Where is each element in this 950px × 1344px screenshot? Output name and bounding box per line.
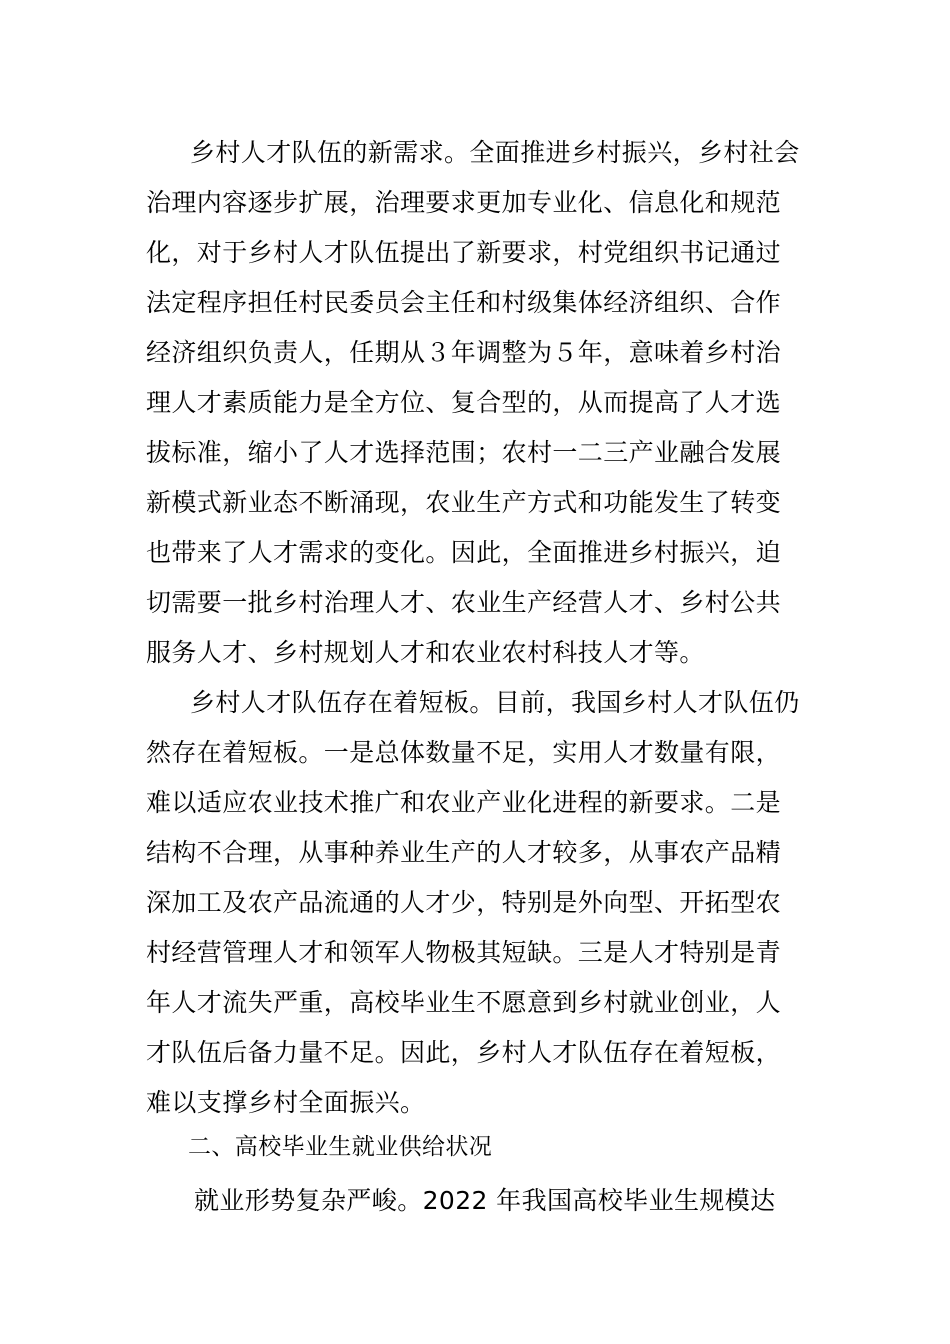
paragraph-line: 新模式新业态不断涌现，农业生产方式和功能发生了转变 — [146, 488, 782, 517]
paragraph-line: 才队伍后备力量不足。因此，乡村人才队伍存在着短板， — [146, 1038, 782, 1067]
paragraph-line: 乡村人才队伍的新需求。全面推进乡村振兴，乡村社会 — [190, 138, 800, 167]
paragraph-line: 乡村人才队伍存在着短板。目前，我国乡村人才队伍仍 — [190, 688, 800, 717]
paragraph-line: 法定程序担任村民委员会主任和村级集体经济组织、合作 — [146, 288, 782, 317]
paragraph-line: 理人才素质能力是全方位、复合型的，从而提高了人才选 — [146, 388, 782, 417]
section-heading: 二、高校毕业生就业供给状况 — [188, 1134, 493, 1160]
paragraph-line: 村经营管理人才和领军人物极其短缺。三是人才特别是青 — [146, 938, 782, 967]
paragraph-line: 化，对于乡村人才队伍提出了新要求，村党组织书记通过 — [146, 238, 782, 267]
paragraph-line: 结构不合理，从事种养业生产的人才较多，从事农产品精 — [146, 838, 782, 867]
paragraph-line: 治理内容逐步扩展，治理要求更加专业化、信息化和规范 — [146, 188, 782, 217]
paragraph-line: 也带来了人才需求的变化。因此，全面推进乡村振兴，迫 — [146, 538, 782, 567]
paragraph-line: 切需要一批乡村治理人才、农业生产经营人才、乡村公共 — [146, 588, 782, 617]
paragraph-line: 难以适应农业技术推广和农业产业化进程的新要求。二是 — [146, 788, 782, 817]
paragraph-line: 服务人才、乡村规划人才和农业农村科技人才等。 — [146, 638, 705, 667]
paragraph-line: 然存在着短板。一是总体数量不足，实用人才数量有限， — [146, 738, 782, 767]
paragraph-line: 年人才流失严重，高校毕业生不愿意到乡村就业创业，人 — [146, 988, 782, 1017]
paragraph-line: 经济组织负责人，任期从３年调整为５年，意味着乡村治 — [146, 338, 782, 367]
paragraph-line: 拔标准，缩小了人才选择范围；农村一二三产业融合发展 — [146, 438, 782, 467]
paragraph-line: 就业形势复杂严峻。2022 年我国高校毕业生规模达 — [194, 1186, 776, 1215]
paragraph-line: 难以支撑乡村全面振兴。 — [146, 1088, 426, 1117]
paragraph-line: 深加工及农产品流通的人才少，特别是外向型、开拓型农 — [146, 888, 782, 917]
